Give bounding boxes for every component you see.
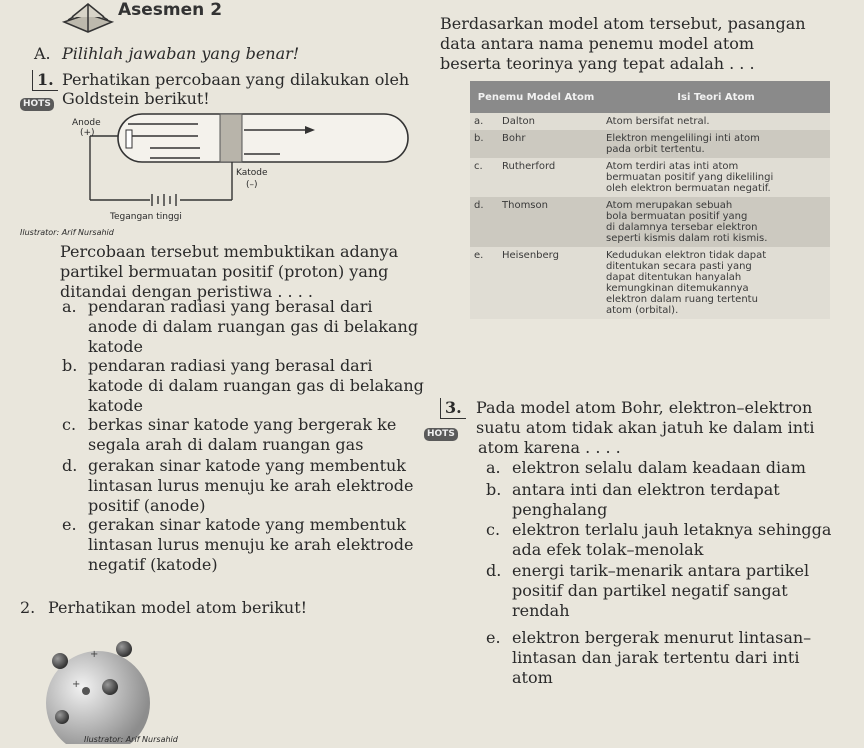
diagram-anode-sign: (+) <box>80 128 95 138</box>
option-text: penghalang <box>512 500 608 519</box>
diagram-katode-sign: (–) <box>246 180 258 190</box>
row-theory: dapat ditentukan hanyalah <box>606 272 742 283</box>
table-row[interactable] <box>470 113 830 130</box>
section-instruction: Pilihlah jawaban yang benar! <box>62 44 300 63</box>
q1-stem-line2: Goldstein berikut! <box>62 89 210 108</box>
option-text: elektron bergerak menurut lintasan– <box>512 628 812 647</box>
option-text: katode <box>88 396 144 415</box>
option-text: ada efek tolak–menolak <box>512 540 704 559</box>
option-text: positif (anode) <box>88 496 206 515</box>
table-row[interactable] <box>470 158 830 197</box>
option-letter: e. <box>62 515 77 534</box>
q1-option-c[interactable] <box>62 415 442 455</box>
row-theory: bermuatan positif yang dikelilingi <box>606 172 774 183</box>
atom-model-illustration <box>40 625 150 744</box>
section-label: A. <box>34 44 51 63</box>
q3-stem <box>476 398 864 458</box>
hots-badge <box>20 91 54 111</box>
row-theory: Kedudukan elektron tidak dapat <box>606 250 767 261</box>
row-theory: Atom terdiri atas inti atom <box>606 161 739 172</box>
row-name: Heisenberg <box>502 250 559 261</box>
option-text: gerakan sinar katode yang membentuk <box>88 515 406 534</box>
q2-stem: Perhatikan model atom berikut! <box>48 598 308 617</box>
q1-question-line: ditandai dengan peristiwa . . . . <box>60 282 313 301</box>
option-text: elektron selalu dalam keadaan diam <box>512 458 806 477</box>
q1-question <box>60 242 440 302</box>
row-letter: a. <box>474 116 484 127</box>
q3-option-e[interactable] <box>486 628 862 688</box>
option-text: pendaran radiasi yang berasal dari <box>88 356 373 375</box>
q2-credit: Ilustrator: Arif Nursahid <box>84 735 178 744</box>
row-theory: Elektron mengelilingi inti atom <box>606 133 760 144</box>
option-letter: b. <box>486 480 502 499</box>
row-theory: di dalamnya tersebar elektron <box>606 222 758 233</box>
row-name: Bohr <box>502 133 526 144</box>
option-letter: a. <box>62 297 77 316</box>
hots-badge-label: HOTS <box>20 98 54 111</box>
row-name: Dalton <box>502 116 535 127</box>
q1-number <box>32 70 58 91</box>
row-theory: pada orbit tertentu. <box>606 144 705 155</box>
option-text: energi tarik–menarik antara partikel <box>512 561 810 580</box>
row-name: Rutherford <box>502 161 556 172</box>
option-letter: e. <box>486 628 501 647</box>
row-theory: elektron dalam ruang tertentu <box>606 294 758 305</box>
table-row[interactable] <box>470 130 830 158</box>
row-letter: e. <box>474 250 484 261</box>
row-theory: seperti kismis dalam roti kismis. <box>606 233 768 244</box>
q3-option-d[interactable] <box>486 561 862 621</box>
q1b-stem <box>440 14 860 74</box>
option-letter: b. <box>62 356 78 375</box>
row-theory: ditentukan secara pasti yang <box>606 261 752 272</box>
option-text: atom <box>512 668 553 687</box>
option-text: positif dan partikel negatif sangat <box>512 581 788 600</box>
q1-question-line: partikel bermuatan positif (proton) yang <box>60 262 389 281</box>
row-theory: oleh elektron bermuatan negatif. <box>606 183 771 194</box>
option-letter: d. <box>486 561 502 580</box>
q3-stem-line: Pada model atom Bohr, elektron–elektron <box>476 398 813 417</box>
q3-number-label: 3. <box>440 398 466 419</box>
q1-number-label: 1. <box>32 70 58 91</box>
q3-stem-line: suatu atom tidak akan jatuh ke dalam inti <box>476 418 815 437</box>
row-name: Thomson <box>502 200 548 211</box>
q1-question-line: Percobaan tersebut membuktikan adanya <box>60 242 399 261</box>
svg-text:+: + <box>72 679 81 690</box>
diagram-katode-label: Katode <box>236 168 268 178</box>
q1b-stem-line: data antara nama penemu model atom <box>440 34 755 53</box>
hots-badge-label: HOTS <box>424 428 458 441</box>
q3-option-b[interactable] <box>486 480 862 520</box>
option-text: lintasan dan jarak tertentu dari inti <box>512 648 800 667</box>
option-text: elektron terlalu jauh letaknya sehingga <box>512 520 832 539</box>
option-text: berkas sinar katode yang bergerak ke <box>88 415 397 434</box>
row-letter: c. <box>474 161 483 172</box>
option-text: gerakan sinar katode yang membentuk <box>88 456 406 475</box>
option-text: anode di dalam ruangan gas di belakang <box>88 317 419 336</box>
option-text: negatif (katode) <box>88 555 218 574</box>
row-theory: bola bermuatan positif yang <box>606 211 748 222</box>
diagram-anode-label: Anode <box>72 118 101 128</box>
q1b-stem-line: beserta teorinya yang tepat adalah . . . <box>440 54 755 73</box>
svg-text:+: + <box>90 649 99 660</box>
q3-number <box>440 398 466 419</box>
q3-option-c[interactable] <box>486 520 862 560</box>
option-text: antara inti dan elektron terdapat <box>512 480 780 499</box>
option-letter: d. <box>62 456 78 475</box>
option-text: katode di dalam ruangan gas di belakang <box>88 376 424 395</box>
table-row[interactable] <box>470 247 830 319</box>
q1b-stem-line: Berdasarkan model atom tersebut, pasangan <box>440 14 806 33</box>
row-theory: atom (orbital). <box>606 305 679 316</box>
option-letter: c. <box>486 520 501 539</box>
q3-stem-line: atom karena . . . . <box>478 438 621 457</box>
q1-option-b[interactable] <box>62 356 442 416</box>
option-text: rendah <box>512 601 570 620</box>
diagram-credit: Ilustrator: Arif Nursahid <box>20 228 114 237</box>
table-header-penemu: Penemu Model Atom <box>470 81 602 113</box>
q2-number: 2. <box>20 598 36 617</box>
theory-table <box>470 81 830 319</box>
q1-stem-line1: Perhatikan percobaan yang dilakukan oleh <box>62 70 410 89</box>
table-header-teori: Isi Teori Atom <box>602 81 830 113</box>
option-text: segala arah di dalam ruangan gas <box>88 435 364 454</box>
table-row[interactable] <box>470 197 830 247</box>
diagram-tegangan-label: Tegangan tinggi <box>110 212 182 222</box>
option-letter: a. <box>486 458 501 477</box>
book-icon <box>60 0 116 38</box>
hots-badge-q3 <box>424 421 458 441</box>
q1-option-e[interactable] <box>62 515 442 575</box>
option-text: lintasan lurus menuju ke arah elektrode <box>88 476 414 495</box>
row-letter: d. <box>474 200 484 211</box>
row-theory: Atom merupakan sebuah <box>606 200 733 211</box>
q1-option-a[interactable] <box>62 297 442 357</box>
option-text: pendaran radiasi yang berasal dari <box>88 297 373 316</box>
row-theory: kemungkinan ditemukannya <box>606 283 749 294</box>
option-text: katode <box>88 337 144 356</box>
option-letter: c. <box>62 415 77 434</box>
option-text: lintasan lurus menuju ke arah elektrode <box>88 535 414 554</box>
q1-option-d[interactable] <box>62 456 442 516</box>
q3-option-a[interactable] <box>486 458 862 478</box>
page-title: Asesmen 2 <box>118 0 223 20</box>
row-theory: Atom bersifat netral. <box>606 116 710 127</box>
row-letter: b. <box>474 133 484 144</box>
